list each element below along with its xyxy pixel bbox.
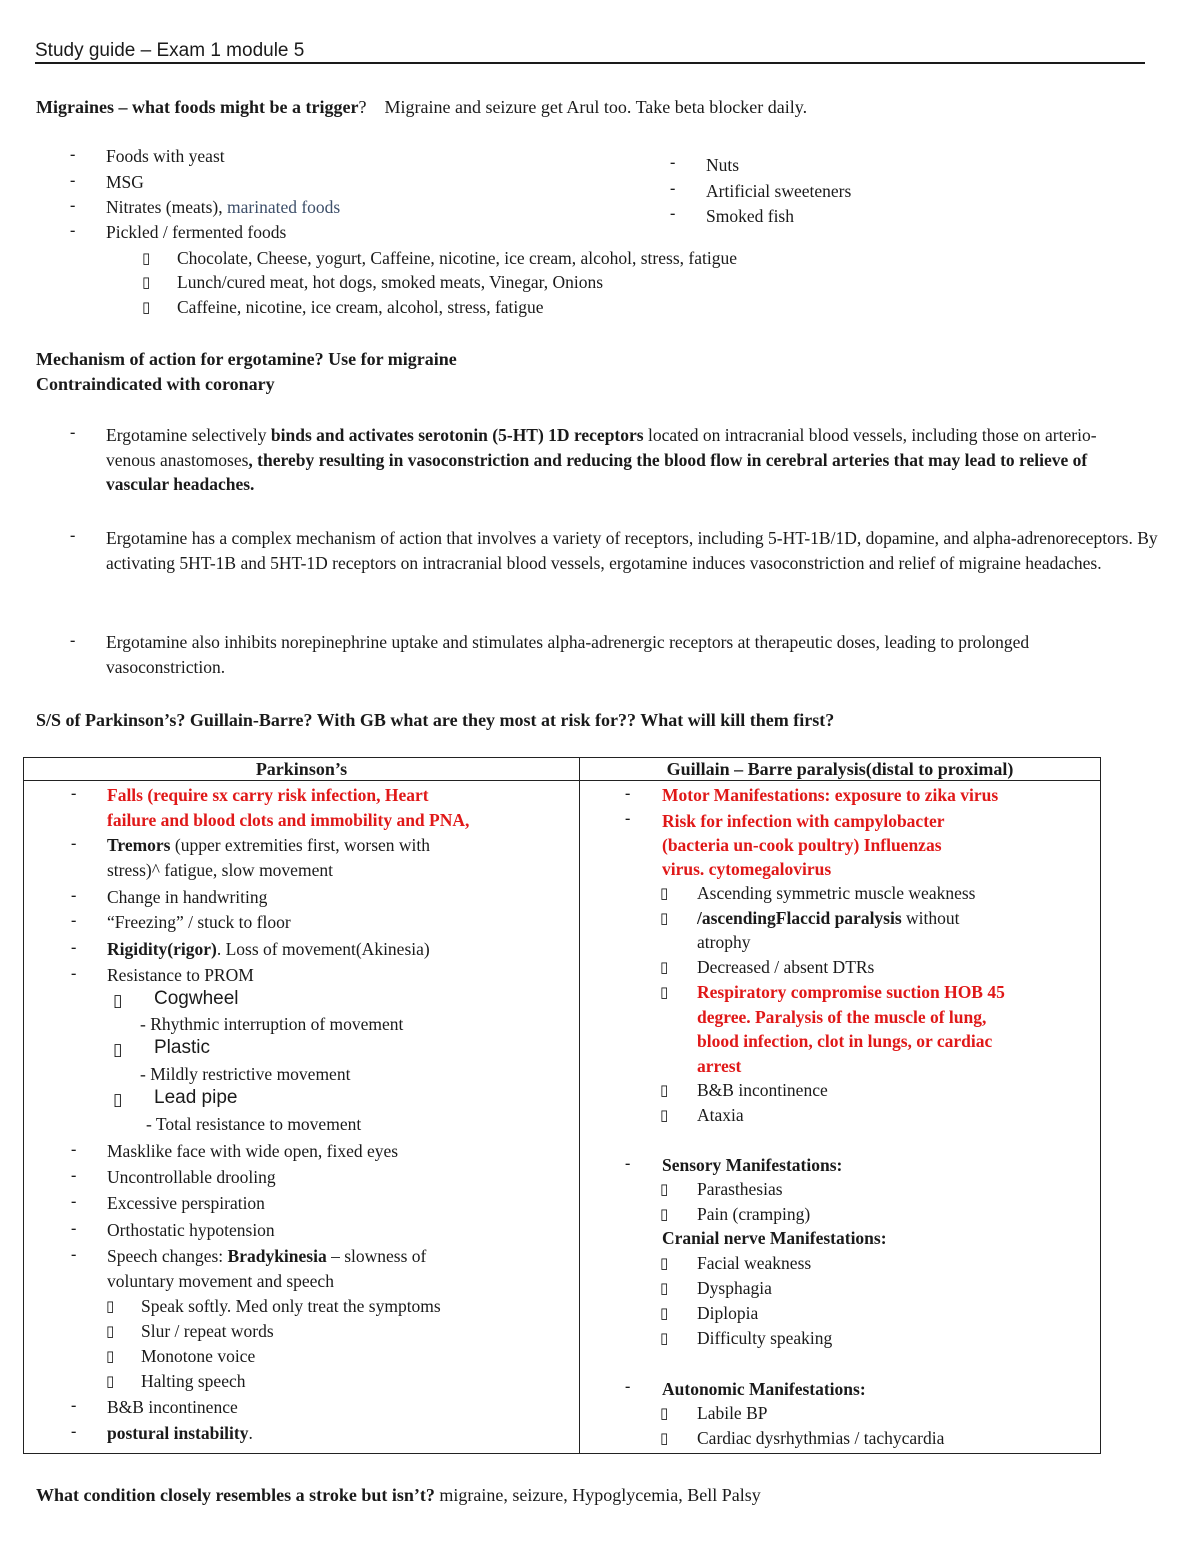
- speak-softly-item: Speak softly. Med only treat the symptoms: [141, 1296, 441, 1316]
- resp-line-1: Respiratory compromise suction HOB 45: [697, 982, 1005, 1002]
- square-bullet-icon: ▯: [660, 1106, 669, 1124]
- pain-item: Pain (cramping): [697, 1204, 811, 1224]
- risk-line-2: (bacteria un-cook poultry) Influenzas: [662, 835, 942, 855]
- stroke-question-text: What condition closely resembles a stroke but isn’t?: [36, 1485, 435, 1505]
- dash-bullet: -: [625, 1378, 631, 1395]
- rigidity-text: . Loss of movement(Akinesia): [216, 939, 430, 959]
- lead-pipe-desc: - Total resistance to movement: [146, 1114, 362, 1134]
- migraines-question-text: Migraines – what foods might be a trigger: [36, 97, 359, 117]
- speech-a: Speech changes:: [107, 1246, 228, 1266]
- cogwheel-desc: - Rhythmic interruption of movement: [140, 1014, 404, 1034]
- dash-bullet: -: [70, 632, 76, 649]
- speech-line-2: voluntary movement and speech: [107, 1271, 334, 1291]
- square-bullet-icon: ▯: [660, 884, 669, 902]
- list-item: MSG: [106, 172, 144, 192]
- p1-c: located on intracranial blood vessels, including those on arterio-venous anastomoses: [106, 425, 1097, 470]
- perspiration-item: Excessive perspiration: [107, 1193, 265, 1213]
- parasthesias-item: Parasthesias: [697, 1179, 783, 1199]
- list-item: Nuts: [706, 155, 740, 175]
- halting-item: Halting speech: [141, 1371, 246, 1391]
- dash-bullet: -: [71, 939, 77, 956]
- square-bullet-icon: ▯: [660, 1180, 669, 1198]
- list-item: Lunch/cured meat, hot dogs, smoked meats, Vinegar, Onions: [177, 272, 604, 292]
- list-item: Artificial sweeteners: [706, 181, 852, 201]
- dash-bullet: -: [625, 785, 631, 802]
- dash-bullet: -: [71, 1220, 77, 1237]
- difficulty-speaking-item: Difficulty speaking: [697, 1328, 833, 1348]
- dash-bullet: -: [71, 965, 77, 982]
- p1-b: binds and activates serotonin (5-HT) 1D receptors: [270, 425, 644, 445]
- falls-line-2: failure and blood clots and immobility and PNA,: [107, 810, 470, 830]
- migraines-question: [36, 96, 807, 118]
- flaccid-label: /ascendingFlaccid paralysis: [697, 908, 902, 928]
- tremors-label: Tremors: [107, 835, 171, 855]
- square-bullet-icon: ▯: [660, 1329, 669, 1347]
- dtr-item: Decreased / absent DTRs: [697, 957, 875, 977]
- dash-bullet: -: [71, 1167, 77, 1184]
- square-bullet-icon: ▯: [660, 958, 669, 976]
- p1-d: , thereby resulting in vasoconstriction and reducing the blood flow in cerebral arteries that may lead to relieve of vascular headaches.: [106, 449, 1088, 494]
- drooling-item: Uncontrollable drooling: [107, 1167, 276, 1187]
- plastic-item: Plastic: [154, 1037, 210, 1058]
- square-bullet-icon: ▯: [660, 983, 669, 1001]
- square-bullet-icon: ▯: [660, 1429, 669, 1447]
- ascending-weakness-item: Ascending symmetric muscle weakness: [697, 883, 976, 903]
- ergotamine-question: Mechanism of action for ergotamine? Use for migraine: [36, 349, 457, 369]
- list-item: Chocolate, Cheese, yogurt, Caffeine, nicotine, ice cream, alcohol, stress, fatigue: [177, 248, 737, 268]
- rigidity-label: Rigidity(rigor): [107, 939, 217, 959]
- cranial-manifestations: Cranial nerve Manifestations:: [662, 1228, 887, 1248]
- dash-bullet: -: [625, 1155, 631, 1172]
- migraines-question-mark: ?: [358, 97, 367, 117]
- dysphagia-item: Dysphagia: [697, 1278, 772, 1298]
- cogwheel-item: Cogwheel: [154, 988, 239, 1009]
- monotone-item: Monotone voice: [141, 1346, 256, 1366]
- flaccid-line-2: atrophy: [697, 932, 751, 952]
- flaccid-line-1: [697, 906, 960, 931]
- postural-label: postural instability: [107, 1423, 249, 1443]
- dash-bullet: -: [70, 527, 76, 544]
- page-title: Study guide – Exam 1 module 5: [35, 40, 1145, 64]
- dash-bullet: -: [71, 1193, 77, 1210]
- square-bullet-icon: ▯: [106, 1372, 115, 1390]
- ataxia-item: Ataxia: [697, 1105, 744, 1125]
- dash-bullet: -: [71, 1423, 77, 1440]
- tremors-line-1: [107, 833, 430, 858]
- square-bullet-icon: ▯: [113, 1090, 123, 1110]
- flaccid-text: without: [901, 908, 960, 928]
- handwriting-item: Change in handwriting: [107, 887, 268, 907]
- list-item: Smoked fish: [706, 206, 794, 226]
- dash-bullet: -: [71, 912, 77, 929]
- ergotamine-paragraph-1: [106, 423, 1136, 497]
- dash-bullet: -: [71, 1246, 77, 1263]
- dash-bullet: -: [670, 180, 676, 197]
- dash-bullet: -: [670, 154, 676, 171]
- ergotamine-paragraph-2: Ergotamine has a complex mechanism of action that involves a variety of receptors, including 5-HT-1B/1D, dopamine, and alpha-adrenoreceptors. By activating 5HT-1B and 5HT-1D receptors on intracranial blood vessels, ergotamine induces vasoconstriction and relief of migraine headaches.: [106, 528, 1158, 573]
- autonomic-manifestations: Autonomic Manifestations:: [662, 1379, 866, 1399]
- square-bullet-icon: ▯: [106, 1297, 115, 1315]
- square-bullet-icon: ▯: [106, 1347, 115, 1365]
- square-bullet-icon: ▯: [660, 1304, 669, 1322]
- postural-dot: .: [248, 1423, 253, 1443]
- dash-bullet: -: [70, 197, 76, 214]
- migraines-note: Migraine and seizure get Arul too. Take beta blocker daily.: [384, 97, 808, 117]
- square-bullet-icon: ▯: [660, 1404, 669, 1422]
- square-bullet-icon: ▯: [142, 273, 151, 291]
- prom-item: Resistance to PROM: [107, 965, 254, 985]
- bb-incontinence-item: B&B incontinence: [107, 1397, 238, 1417]
- speech-c: – slowness of: [326, 1246, 427, 1266]
- p1-a: Ergotamine selectively: [106, 425, 271, 445]
- dash-bullet: -: [70, 146, 76, 163]
- square-bullet-icon: ▯: [660, 1205, 669, 1223]
- dash-bullet: -: [71, 785, 77, 802]
- dash-bullet: -: [670, 205, 676, 222]
- square-bullet-icon: ▯: [106, 1322, 115, 1340]
- gb-header: Guillain – Barre paralysis(distal to proximal): [580, 758, 1101, 781]
- ss-question: S/S of Parkinson’s? Guillain-Barre? With GB what are they most at risk for?? What will kill them first?: [36, 710, 835, 730]
- square-bullet-icon: ▯: [660, 1279, 669, 1297]
- list-item: Pickled / fermented foods: [106, 222, 287, 242]
- postural-item: [107, 1421, 253, 1446]
- risk-line-3: virus. cytomegalovirus: [662, 859, 832, 879]
- facial-item: Facial weakness: [697, 1253, 812, 1273]
- resp-line-2: degree. Paralysis of the muscle of lung,: [697, 1007, 987, 1027]
- labile-bp-item: Labile BP: [697, 1403, 768, 1423]
- slur-item: Slur / repeat words: [141, 1321, 274, 1341]
- plastic-desc: - Mildly restrictive movement: [140, 1064, 351, 1084]
- gb-bb-item: B&B incontinence: [697, 1080, 828, 1100]
- speech-line-1: [107, 1244, 426, 1269]
- tremors-text: (upper extremities first, worsen with: [170, 835, 431, 855]
- freezing-item: “Freezing” / stuck to floor: [107, 912, 291, 932]
- gb-column: [580, 781, 1101, 1454]
- lead-pipe-item: Lead pipe: [154, 1087, 238, 1108]
- risk-line-1: Risk for infection with campylobacter: [662, 811, 945, 831]
- motor-manifestations: Motor Manifestations: exposure to zika virus: [662, 785, 999, 805]
- diplopia-item: Diplopia: [697, 1303, 759, 1323]
- square-bullet-icon: ▯: [142, 298, 151, 316]
- list-item: Caffeine, nicotine, ice cream, alcohol, stress, fatigue: [177, 297, 544, 317]
- parkinson-header: Parkinson’s: [24, 758, 580, 781]
- dash-bullet: -: [71, 887, 77, 904]
- dash-bullet: -: [625, 810, 631, 827]
- stroke-answer: migraine, seizure, Hypoglycemia, Bell Palsy: [434, 1485, 761, 1505]
- falls-line-1: Falls (require sx carry risk infection, Heart: [107, 785, 429, 805]
- resp-line-3: blood infection, clot in lungs, or cardiac: [697, 1031, 993, 1051]
- dash-bullet: -: [71, 1141, 77, 1158]
- dash-bullet: -: [71, 1397, 77, 1414]
- orthostatic-item: Orthostatic hypotension: [107, 1220, 275, 1240]
- resp-line-4: arrest: [697, 1056, 742, 1076]
- list-item: [106, 195, 340, 220]
- nitrates-text: Nitrates (meats),: [106, 197, 227, 217]
- square-bullet-icon: ▯: [660, 909, 669, 927]
- square-bullet-icon: ▯: [113, 1040, 123, 1060]
- marinated-text: marinated foods: [227, 197, 341, 217]
- square-bullet-icon: ▯: [113, 991, 123, 1011]
- dash-bullet: -: [70, 172, 76, 189]
- square-bullet-icon: ▯: [142, 249, 151, 267]
- parkinson-column: [24, 781, 580, 1454]
- tremors-line-2: stress)^ fatigue, slow movement: [107, 860, 333, 880]
- list-item: Foods with yeast: [106, 146, 225, 166]
- rigidity-item: [107, 937, 430, 962]
- dash-bullet: -: [71, 835, 77, 852]
- contraindication-question: Contraindicated with coronary: [36, 374, 275, 394]
- dash-bullet: -: [70, 222, 76, 239]
- ergotamine-paragraph-3: Ergotamine also inhibits norepinephrine uptake and stimulates alpha-adrenergic receptors at therapeutic doses, leading to prolonged vasoconstriction.: [106, 632, 1030, 677]
- sensory-manifestations: Sensory Manifestations:: [662, 1155, 843, 1175]
- square-bullet-icon: ▯: [660, 1254, 669, 1272]
- square-bullet-icon: ▯: [660, 1081, 669, 1099]
- cardiac-item: Cardiac dysrhythmias / tachycardia: [697, 1428, 945, 1448]
- comparison-table: [23, 757, 1101, 1454]
- masklike-item: Masklike face with wide open, fixed eyes: [107, 1141, 399, 1161]
- stroke-question: [36, 1484, 761, 1506]
- speech-b: Bradykinesia: [227, 1246, 327, 1266]
- dash-bullet: -: [70, 424, 76, 441]
